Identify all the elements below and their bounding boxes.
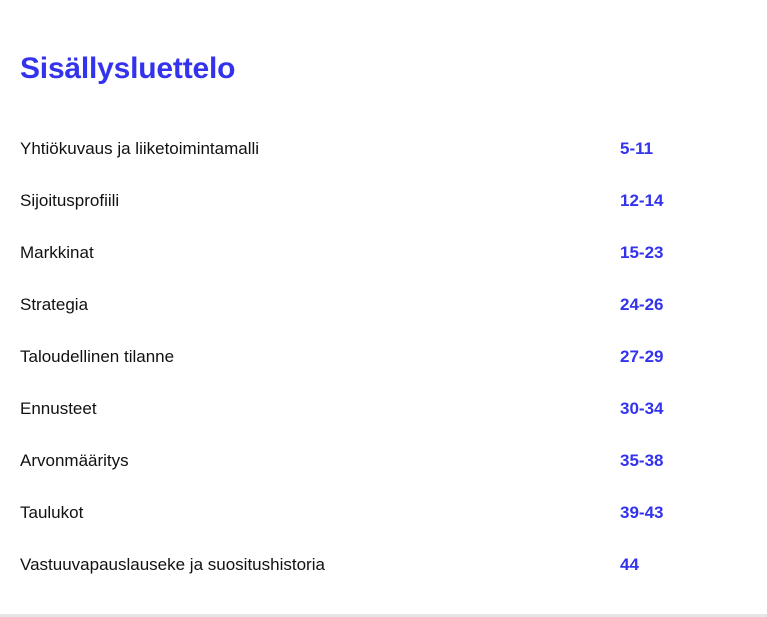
list-item[interactable]	[20, 138, 720, 190]
toc-entry-label: Markkinat	[20, 243, 94, 262]
page-title: Sisällysluettelo	[20, 52, 236, 86]
toc-entry-pages: 30-34	[620, 399, 664, 418]
toc-entry-pages: 5-11	[620, 139, 654, 158]
toc-entry-label: Sijoitusprofiili	[20, 191, 120, 210]
list-item[interactable]	[20, 190, 720, 242]
list-item[interactable]	[20, 502, 720, 554]
toc-entry-pages: 24-26	[620, 295, 664, 314]
toc-entry-label: Taloudellinen tilanne	[20, 347, 175, 366]
list-item[interactable]	[20, 398, 720, 450]
list-item[interactable]	[20, 294, 720, 346]
toc-entry-label: Strategia	[20, 295, 89, 314]
table-of-contents	[20, 138, 720, 606]
toc-entry-pages: 35-38	[620, 451, 664, 470]
toc-entry-label: Arvonmääritys	[20, 451, 129, 470]
list-item[interactable]	[20, 450, 720, 502]
toc-entry-pages: 15-23	[620, 243, 664, 262]
toc-entry-pages: 27-29	[620, 347, 664, 366]
toc-entry-pages: 12-14	[620, 191, 664, 210]
list-item[interactable]	[20, 554, 720, 606]
toc-entry-pages: 39-43	[620, 503, 664, 522]
list-item[interactable]	[20, 242, 720, 294]
toc-entry-label: Vastuuvapauslauseke ja suositushistoria	[20, 555, 325, 574]
toc-entry-pages: 44	[620, 555, 639, 574]
list-item[interactable]	[20, 346, 720, 398]
toc-entry-label: Ennusteet	[20, 399, 97, 418]
toc-entry-label: Taulukot	[20, 503, 84, 522]
toc-entry-label: Yhtiökuvaus ja liiketoimintamalli	[20, 139, 260, 158]
